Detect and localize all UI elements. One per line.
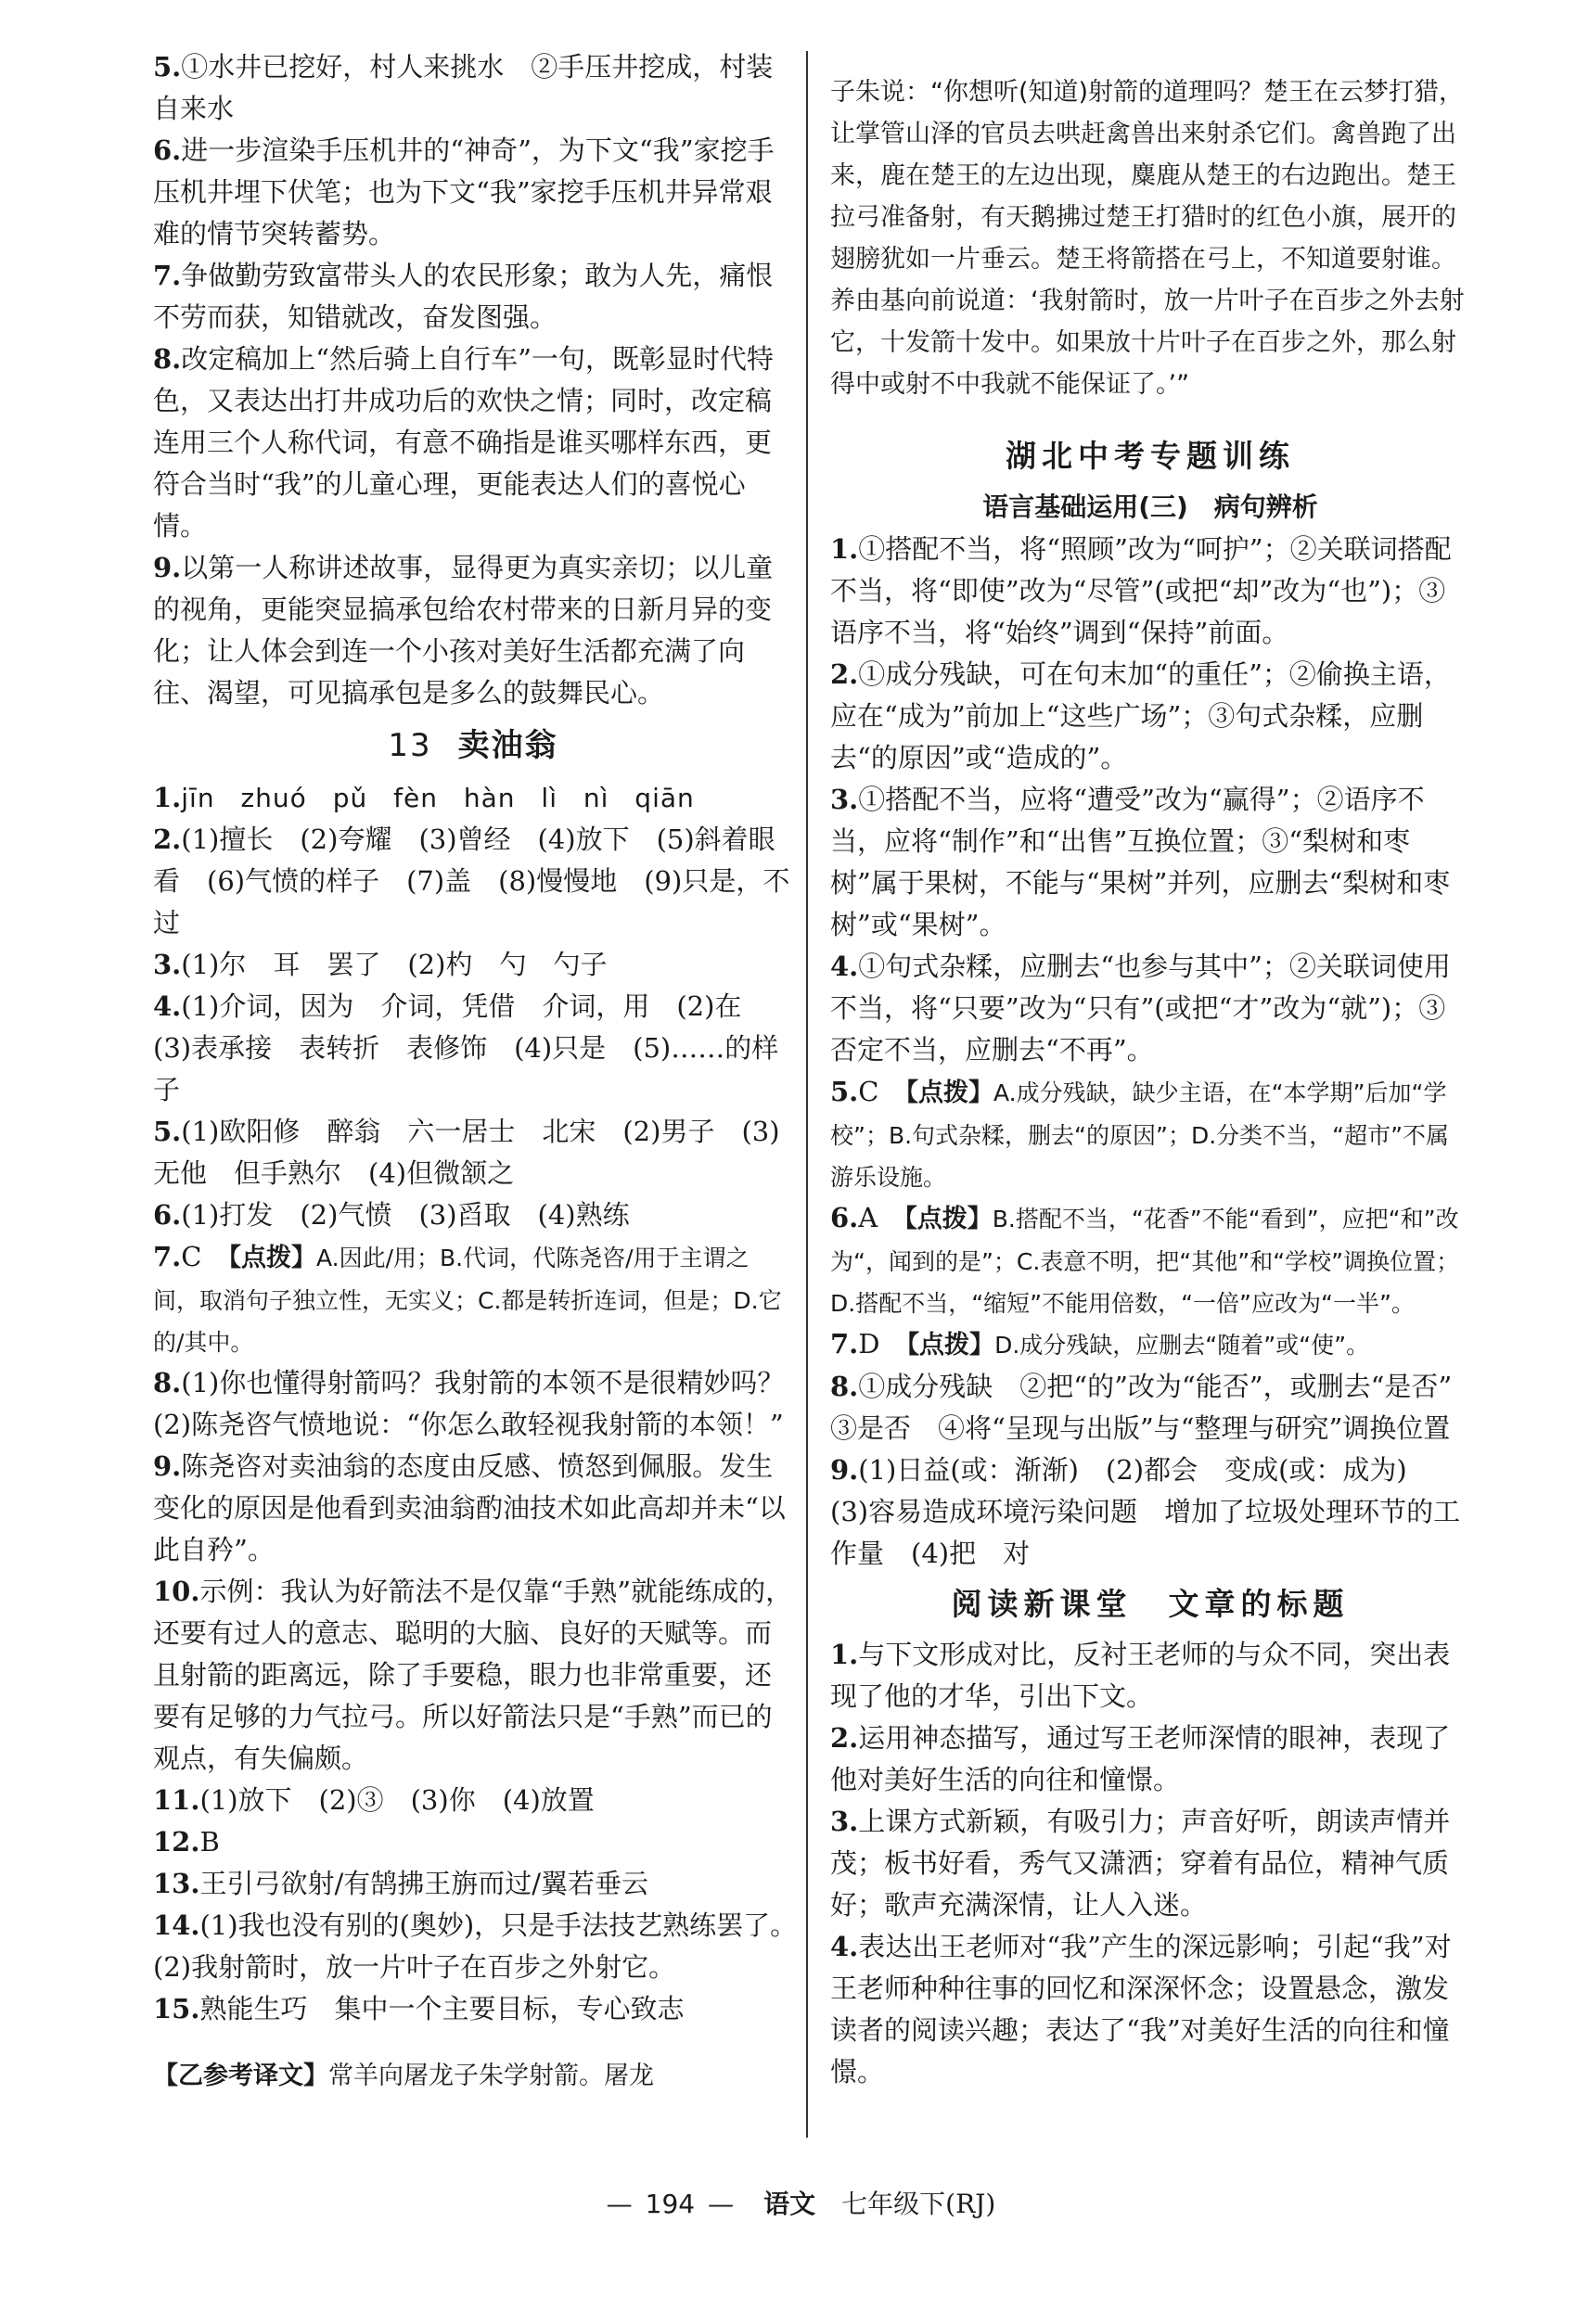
answer-item: 6.(1)打发 (2)气愤 (3)舀取 (4)熟练 [153,1199,630,1231]
answer-item: 11.(1)放下 (2)③ (3)你 (4)放置 [153,1784,595,1816]
answer-item: 9.以第一人称讲述故事，显得更为真实亲切；以儿童的视角，更能突显搞承包给农村带来的日新月异的变化；让人体会到连一个小孩对美好生活都充满了向往、渴望，可见搞承包是多么的鼓舞民心。 [153,552,774,709]
subject: 语文 [763,2189,816,2219]
left-column [153,46,812,2122]
reference-translation: 【乙参考译文】常羊向屠龙子朱学射箭。屠龙 [153,2062,654,2090]
section-subtitle: 语言基础运用(三) 病句辨析 [982,492,1318,522]
page-footer: — 194 — 语文 七年级下(RJ) [606,2189,996,2219]
answer-item: 4.(1)介词，因为 介词，凭借 介词，用 (2)在 (3)表承接 表转折 表修饰 (4)只是 (5)……的样子 [153,990,779,1105]
answer-item: 10.示例：我认为好箭法不是仅靠“手熟”就能练成的，还要有过人的意志、聪明的大脑、良好的天赋等。而且射箭的距离远，除了手要稳，眼力也非常重要，还要有足够的力气拉弓。所以好箭法只是“手熟”而已的观点，有失偏颇。 [153,1576,793,1774]
answer-item: 1.①搭配不当，将“照顾”改为“呵护”；②关联词搭配不当，将“即使”改为“尽管”(或把“却”改为“也”)；③语序不当，将“始终”调到“保持”前面。 [830,533,1452,648]
answer-item: 9.陈尧咨对卖油翁的态度由反感、愤怒到佩服。发生变化的原因是他看到卖油翁酌油技术如此高却并未“以此自矜”。 [153,1450,786,1565]
reference-translation-continued: 子朱说：“你想听(知道)射箭的道理吗？楚王在云梦打猎，让掌管山泽的官员去哄赶禽兽出来射杀它们。禽兽跑了出来，鹿在楚王的左边出现，麋鹿从楚王的右边跑出。楚王拉弓准备射，有天鹅拂过楚王打猎时的红色小旗，展开的翅膀犹如一片垂云。楚王将箭搭在弓上，不知道要射谁。养由基向前说道：‘我射箭时，放一片叶子在百步之外去射它，十发箭十发中。如果放十片叶子在百步之外，那么射得中或射不中我就不能保证了。’” [830,78,1465,399]
answer-item: 2.①成分残缺，可在句末加“的重任”；②偷换主语，应在“成为”前加上“这些广场”；③句式杂糅，应删去“的原因”或“造成的”。 [830,658,1451,773]
section-title-reading: 阅读新课堂 文章的标题 [951,1586,1350,1622]
answer-item: 3.(1)尔 耳 罢了 (2)杓 勺 勺子 [153,949,608,980]
lesson-title [153,720,793,772]
answer-item: 3.上课方式新颖，有吸引力；声音好听，朗读声情并茂；板书好看，秀气又潇洒；穿着有品位，精神气质好；歌声充满深情，让人入迷。 [830,1806,1451,1921]
answer-item: 4.①句式杂糅，应删去“也参与其中”；②关联词使用不当，将“只要”改为“只有”(或把“才”改为“就”)；③否定不当，应删去“不再”。 [830,951,1451,1066]
column-divider [806,51,808,2138]
answer-item: 7.C 【点拨】A.因此/用；B.代词，代陈尧咨/用于主谓之间，取消句子独立性，无实义；C.都是转折连词，但是；D.它的/其中。 [153,1241,782,1356]
answer-item: 7.争做勤劳致富带头人的农民形象；敢为人先，痛恨不劳而获，知错就改，奋发图强。 [153,260,774,333]
lesson-name: 卖油翁 [457,727,558,764]
answer-item: 5.(1)欧阳修 醉翁 六一居士 北宋 (2)男子 (3)无他 但手熟尔 (4)但微颔之 [153,1116,780,1189]
right-column [830,46,1480,2093]
answer-item: 1.与下文形成对比，反衬王老师的与众不同，突出表现了他的才华，引出下文。 [830,1639,1451,1712]
answer-item: 8.改定稿加上“然后骑上自行车”一句，既彰显时代特色，又表达出打井成功后的欢快之情；同时，改定稿连用三个人称代词，有意不确指是谁买哪样东西，更符合当时“我”的儿童心理，更能表达人们的喜悦心情。 [153,343,774,542]
answer-item: 2.运用神态描写，通过写王老师深情的眼神，表现了他对美好生活的向往和憧憬。 [830,1722,1451,1795]
answer-item: 3.①搭配不当，应将“遭受”改为“赢得”；②语序不当，应将“制作”和“出售”互换位置；③“梨树和枣树”属于果树，不能与“果树”并列，应删去“梨树和枣树”或“果树”。 [830,784,1451,940]
answer-item: 6.A 【点拨】B.搭配不当，“花香”不能“看到”，应把“和”改为“，闻到的是”；C.表意不明，把“其他”和“学校”调换位置；D.搭配不当，“缩短”不能用倍数，“一倍”应改为“一半”。 [830,1202,1460,1317]
answer-item: 8.(1)你也懂得射箭吗？我射箭的本领不是很精妙吗？ (2)陈尧咨气愤地说：“你怎么敢轻视我射箭的本领！” [153,1367,812,1440]
answer-item: 13.王引弓欲射/有鹄拂王旃而过/翼若垂云 [153,1868,648,1899]
answer-item: 12.B [153,1826,220,1858]
page-number: 194 [645,2189,696,2219]
answer-item: 6.进一步渲染手压机井的“神奇”，为下文“我”家挖手压机井埋下伏笔；也为下文“我”家挖手压机井异常艰难的情节突转蓄势。 [153,134,775,249]
answer-item: 4.表达出王老师对“我”产生的深远影响；引起“我”对王老师种种往事的回忆和深深怀念；设置悬念，激发读者的阅读兴趣；表达了“我”对美好生活的向往和憧憬。 [830,1931,1452,2088]
answer-item: 5.①水井已挖好，村人来挑水 ②手压井挖成，村装自来水 [153,51,774,124]
answer-item: 2.(1)擅长 (2)夸耀 (3)曾经 (4)放下 (5)斜着眼看 (6)气愤的样子 (7)盖 (8)慢慢地 (9)只是，不过 [153,824,790,939]
pinyin-answer: jīn zhuó pǔ fèn hàn lì nì qiān [181,783,695,813]
answer-item: 5.C 【点拨】A.成分残缺，缺少主语，在“本学期”后加“学校”；B.句式杂糅，删去“的原因”；D.分类不当，“超市”不属游乐设施。 [830,1076,1450,1191]
section-title-hubei: 湖北中考专题训练 [1006,438,1295,474]
grade: 七年级下(RJ) [841,2189,996,2219]
answer-item: 7.D 【点拨】D.成分残缺，应删去“随着”或“使”。 [830,1328,1370,1360]
answer-item: 8.①成分残缺 ②把“的”改为“能否”，或删去“是否” ③是否 ④将“呈现与出版”与“整理与研究”调换位置 [830,1371,1480,1444]
answer-item: 14.(1)我也没有别的(奥妙)，只是手法技艺熟练罢了。 (2)我射箭时，放一片叶子在百步之外射它。 [153,1909,811,1983]
answer-item: 9.(1)日益(或：渐渐) (2)都会 变成(或：成为) (3)容易造成环境污染问题 增加了垃圾处理环节的工作量 (4)把 对 [830,1454,1461,1569]
lesson-number: 13 [388,727,432,764]
answer-item: 15.熟能生巧 集中一个主要目标，专心致志 [153,1993,685,2024]
answer-item: 1.jīn zhuó pǔ fèn hàn lì nì qiān [153,782,695,813]
